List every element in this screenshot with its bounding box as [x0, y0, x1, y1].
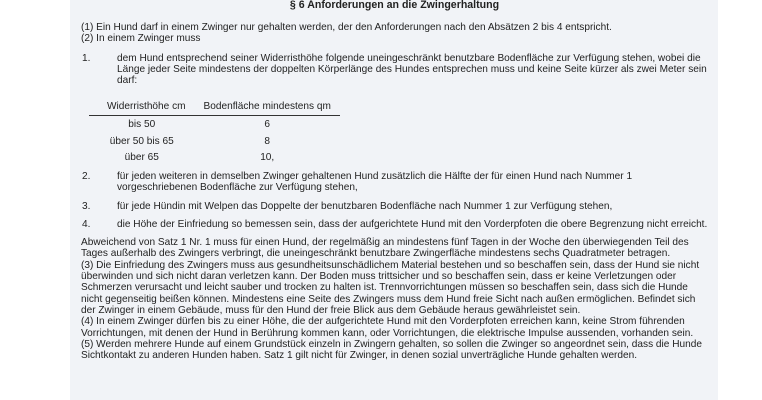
paragraph-exception: Abweichend von Satz 1 Nr. 1 muss für einen Hund, der regelmäßig an mindestens fünf Tagen in der Woche den überwiegenden Teil des Tages außerhalb des Zwingers verbringt, die uneingeschränkt benutzbare Zwingerfläche mindestens sechs Quadratmeter betragen. — [81, 237, 689, 260]
paragraph-3: (3) Die Einfriedung des Zwingers muss aus gesundheitsunschädlichem Material bestehen und so beschaffen sein, dass der Hund sie nicht überwinden und sich nicht daran verletzen kann. Der Boden muss trittsicher und so beschaffen sein, dass er keine Verletzungen oder Schmerzen verursacht und leicht sauber und trocken zu halten ist. Trennvorrichtungen müssen so beschaffen sein, dass sich die Hunde nicht gegenseitig beißen können. Mindestens eine Seite des Zwingers muss dem Hund freie Sicht nach außen ermöglichen. Befindet sich der Zwinger in einem Gebäude, muss für den Hund der freie Blick aus dem Gebäude heraus gewährleistet sein. — [81, 259, 700, 316]
cell-floor-area: 6 — [264, 119, 271, 131]
list-item-4 — [81, 219, 708, 230]
item-text: für jede Hündin mit Welpen das Doppelte der benutzbaren Bodenfläche nach Nummer 1 zur Verfügung stehen, — [117, 200, 613, 212]
item-number: 2. — [82, 170, 91, 182]
table-row — [89, 133, 340, 150]
paragraph-4: (4) In einem Zwinger dürfen bis zu einer Höhe, die der aufgerichtete Hund mit den Vorderpfoten erreichen kann, keine Strom führenden Vorrichtungen, mit denen der Hund in Berührung kommen kann, oder Vorrichtungen, die elektrische Impulse aussenden, vorhanden sein. — [81, 316, 694, 339]
section-title: § 6 Anforderungen an die Zwingerhaltung — [289, 0, 500, 11]
item-text: dem Hund entsprechend seiner Widerristhöhe folgende uneingeschränkt benutzbare Bodenfläche zur Verfügung stehen, wobei die Länge jeder Seite mindestens der doppelten Körperlänge des Hundes entsprechen muss und keine Seite kürzer als zwei Meter sein darf: — [117, 52, 707, 87]
paragraph-5: (5) Werden mehrere Hunde auf einem Grundstück einzeln in Zwingern gehalten, so sollen die Zwinger so angeordnet sein, dass die Hunde Sichtkontakt zu anderen Hunden haben. Satz 1 gilt nicht für Zwinger, in denen sozial unverträgliche Hunde gehalten werden. — [81, 338, 702, 362]
item-text: die Höhe der Einfriedung so bemessen sein, dass der aufgerichtete Hund mit den Vorderpfoten die obere Begrenzung nicht erreicht. — [117, 218, 708, 230]
cell-floor-area: 8 — [264, 135, 271, 147]
paragraph-2-intro: (2) In einem Zwinger muss — [81, 33, 201, 45]
cell-withers-height: über 50 bis 65 — [109, 135, 174, 147]
list-item-3 — [81, 201, 708, 212]
floor-area-table — [89, 100, 340, 166]
document-panel — [70, 0, 718, 400]
column-header-floor-area: Bodenfläche mindestens qm — [195, 100, 340, 116]
list-item-2 — [81, 171, 708, 194]
cell-withers-height: bis 50 — [128, 119, 156, 131]
cell-withers-height: über 65 — [124, 152, 159, 164]
table-header-row — [89, 100, 340, 116]
paragraph-1: (1) Ein Hund darf in einem Zwinger nur gehalten werden, der den Anforderungen nach den Absätzen 2 bis 4 entspricht. — [81, 22, 612, 33]
item-text: für jeden weiteren in demselben Zwinger gehaltenen Hund zusätzlich die Hälfte der für einen Hund nach Nummer 1 vorgeschriebenen Bodenfläche zur Verfügung stehen, — [117, 170, 633, 194]
item-number: 1. — [82, 52, 91, 64]
item-number: 3. — [82, 200, 91, 212]
table-row — [89, 116, 340, 133]
cell-floor-area: 10, — [260, 152, 275, 164]
item-number: 4. — [82, 218, 91, 230]
column-header-withers-height: Widerristhöhe cm — [89, 100, 195, 116]
list-item-1 — [81, 53, 708, 87]
table-row — [89, 149, 340, 166]
